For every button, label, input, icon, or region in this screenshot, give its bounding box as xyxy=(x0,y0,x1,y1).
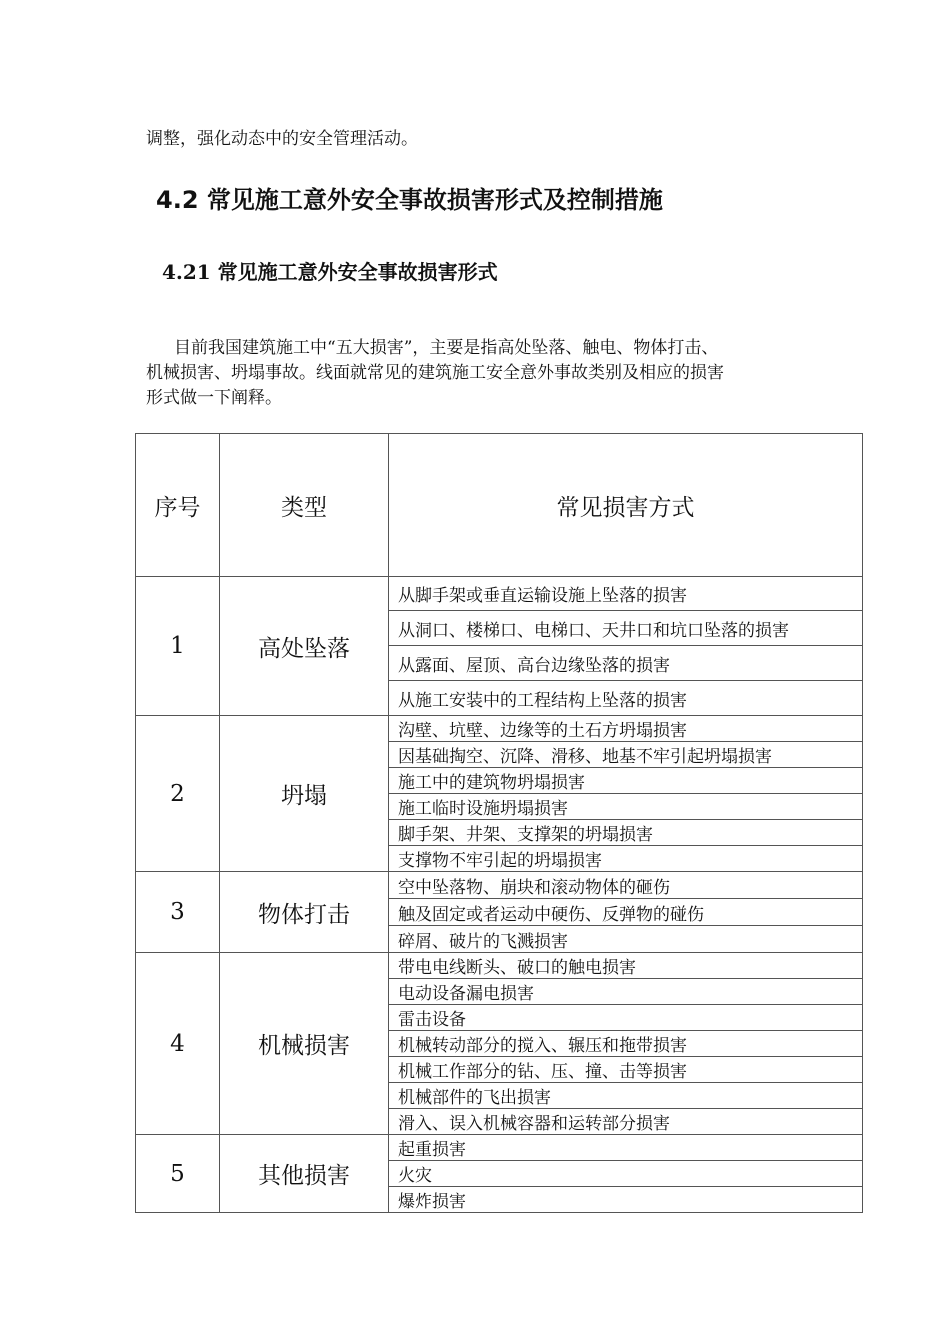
list-item: 雷击设备 xyxy=(389,1005,862,1031)
list-item: 机械工作部分的钻、压、撞、击等损害 xyxy=(389,1057,862,1083)
row-number: 1 xyxy=(136,577,220,716)
row-number: 3 xyxy=(136,872,220,953)
list-item: 滑入、误入机械容器和运转部分损害 xyxy=(398,1114,670,1134)
list-item: 机械部件的飞出损害 xyxy=(389,1083,862,1109)
list-item: 起重损害 xyxy=(389,1135,862,1161)
section-heading: 4.2 常见施工意外安全事故损害形式及控制措施 xyxy=(156,186,663,214)
list-item: 带电电线断头、破口的触电损害 xyxy=(389,953,862,979)
header-method: 常见损害方式 xyxy=(389,434,863,577)
list-item: 爆炸损害 xyxy=(398,1192,466,1212)
table-header-row xyxy=(136,434,863,577)
table-row xyxy=(136,872,863,953)
intro-paragraph xyxy=(146,336,826,411)
subsection-heading: 4.21 常见施工意外安全事故损害形式 xyxy=(162,260,498,284)
intro-line: 机械损害、坍塌事故。线面就常见的建筑施工安全意外事故类别及相应的损害 xyxy=(146,363,724,383)
item-list xyxy=(389,1135,862,1212)
list-item: 施工临时设施坍塌损害 xyxy=(389,794,862,820)
table-row xyxy=(136,716,863,872)
item-list xyxy=(389,953,862,1134)
row-type: 高处坠落 xyxy=(220,577,389,716)
list-item: 电动设备漏电损害 xyxy=(389,979,862,1005)
list-item: 脚手架、井架、支撑架的坍塌损害 xyxy=(389,820,862,846)
table-row xyxy=(136,1135,863,1213)
row-type: 物体打击 xyxy=(220,872,389,953)
row-type: 其他损害 xyxy=(220,1135,389,1213)
row-number: 5 xyxy=(136,1135,220,1213)
row-number: 2 xyxy=(136,716,220,872)
intro-line: 目前我国建筑施工中“五大损害”，主要是指高处坠落、触电、物体打击、 xyxy=(174,338,719,358)
list-item: 从露面、屋顶、高台边缘坠落的损害 xyxy=(389,646,862,681)
list-item: 从洞口、楼梯口、电梯口、天井口和坑口坠落的损害 xyxy=(389,611,862,646)
row-type: 机械损害 xyxy=(220,953,389,1135)
row-type: 坍塌 xyxy=(220,716,389,872)
list-item: 施工中的建筑物坍塌损害 xyxy=(389,768,862,794)
table-row xyxy=(136,953,863,1135)
list-item: 支撑物不牢引起的坍塌损害 xyxy=(398,851,602,871)
item-list xyxy=(389,577,862,715)
list-item: 从施工安装中的工程结构上坠落的损害 xyxy=(398,690,687,711)
list-item: 因基础掏空、沉降、滑移、地基不牢引起坍塌损害 xyxy=(389,742,862,768)
list-item: 空中坠落物、崩块和滚动物体的砸伤 xyxy=(389,872,862,899)
header-type: 类型 xyxy=(220,434,389,577)
paragraph-top: 调整，强化动态中的安全管理活动。 xyxy=(146,129,418,149)
list-item: 沟壁、坑壁、边缘等的土石方坍塌损害 xyxy=(389,716,862,742)
item-list xyxy=(389,716,862,871)
item-list xyxy=(389,872,862,952)
intro-line: 形式做一下阐释。 xyxy=(146,388,282,408)
list-item: 碎屑、破片的飞溅损害 xyxy=(398,931,568,952)
list-item: 从脚手架或垂直运输设施上坠落的损害 xyxy=(389,577,862,611)
table-row xyxy=(136,577,863,716)
injury-table xyxy=(135,433,863,1213)
list-item: 机械转动部分的搅入、辗压和拖带损害 xyxy=(389,1031,862,1057)
header-number: 序号 xyxy=(136,434,220,577)
list-item: 火灾 xyxy=(389,1161,862,1187)
row-number: 4 xyxy=(136,953,220,1135)
list-item: 触及固定或者运动中硬伤、反弹物的碰伤 xyxy=(389,899,862,926)
